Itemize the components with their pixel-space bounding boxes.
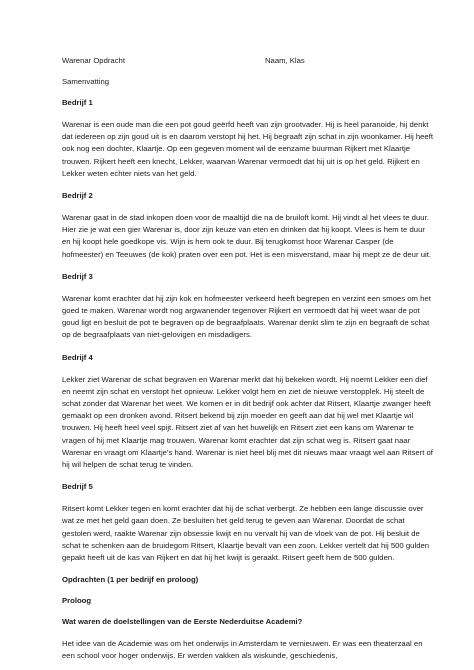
document-header xyxy=(62,56,434,66)
answer-text: Het idee van de Academie was om het onderwijs in Amsterdam te vernieuwen. Er was een theaterzaal en een school voor hoger onderwijs. Er werden vakken als wiskunde, geschiedenis, xyxy=(62,639,423,661)
section-heading-5: Bedrijf 5 xyxy=(62,482,93,492)
document-title: Warenar Opdracht xyxy=(62,56,125,65)
section-text-5: Ritsert komt Lekker tegen en komt erachter dat hij de schat verbergt. Ze hebben een lange discussie over wat ze met het geld gaan doen. Ze besluiten het geld terug te geven aan Warenar. Doordat de schat gestolen werd, raakte Warenar zijn obsessie kwijt en nu vervalt hij van de vloek van de pot. Hij besluit de schat te schenken aan de bruidegom Ritsert, Klaartje bevalt van een zoon. Lekker vertelt dat hij 500 gulden gepakt heeft uit de kas van Rijkert en dat hij het kwijt is geraakt. Ritsert geeft hem de 500 gulden. xyxy=(62,504,430,563)
summary-title: Samenvatting xyxy=(62,77,110,86)
section-heading-1: Bedrijf 1 xyxy=(62,98,93,107)
section-text-1: Warenar is een oude man die een pot goud geërfd heeft van zijn grootvader. Hij is heel paranoide, hij denkt dat iedereen op zijn goud uit is en daarom verstopt hij het. Hij begraaft zijn schat in zijn woonkamer. Hij heeft ook nog een dochter, Klaartje. Op een gegeven moment wil de eenzame buurman Rijkert met Klaartje trouwen. Rijkert heeft een knecht, Lekker, waarvan Warenar vermoedt dat hij uit is op het geld. Rijkert en Lekker weten echter niets van het geld. xyxy=(62,120,434,178)
assignments-heading: Opdrachten (1 per bedrijf en proloog) xyxy=(62,575,199,585)
section-heading-2: Bedrijf 2 xyxy=(62,191,93,201)
section-heading-3: Bedrijf 3 xyxy=(62,271,93,281)
prologue-heading: Proloog xyxy=(62,596,92,606)
author-class: Naam, Klas xyxy=(265,56,305,65)
section-text-2: Warenar gaat in de stad inkopen doen voor de maaltijd die na de bruiloft komt. Hij vindt al het vlees te duur. Hier zie je wat een gier Warenar is, door zijn keuze van eten en drinken dat hij koopt. Vlees is hem te duur en hij koopt hele goedkope vis. Wijn is hem ook te duur. Bij terugkomst hoor Warenar Casper (de hofmeester) en Teeuwes (de kok) praten over een pot. Het is een misverstand, maar hij mept ze de deur uit. xyxy=(62,213,432,259)
question-heading: Wat waren de doelstellingen van de Eerste Nederduitse Academi? xyxy=(62,617,303,627)
section-heading-4: Bedrijf 4 xyxy=(62,352,93,362)
section-text-4: Lekker ziet Warenar de schat begraven en Warenar merkt dat hij bekeken wordt. Hij noemt Lekker een dief en neemt zijn schat en verstopt het opnieuw. Lekker volgt hem en ziet de nieuwe verstopplek. Hij steelt de schat zonder dat Warenar het weet. We komen er in dit bedrijf ook achter dat Ritsert, Klaartje zwanger heeft gemaakt op een dronken avond. Ritsert bekend bij zijn moeder en geeft aan dat hij wel met Klaartje wil trouwen. Hij heeft heel veel spijt. Ritsert ziet af van het huwelijk en Ritsert ziet een kans om Warenar te vragen of hij met Klaartje mag trouwen. Warenar komt erachter dat zijn schat weg is. Ritsert gaat naar Warenar en vraagt om Klaartje's hand. Warenar is niet heel blij met dit nieuws maar vraagt wel aan Ritsert of hij wil helpen de schat terug te vinden. xyxy=(62,374,433,470)
section-text-3: Warenar komt erachter dat hij zijn kok en hofmeester verkeerd heeft begrepen en verzint een smoes om het goed te maken. Warenar wordt nog argwanender tegenover Rijkert en vermoedt dat hij weet waar de pot goud ligt en besluit de pot te begraven op de begraafplaats. Warenar denkt slim te zijn en begraaft de schat op de begraafplaats van niet-gelovigen en misdadigers. xyxy=(62,293,431,340)
